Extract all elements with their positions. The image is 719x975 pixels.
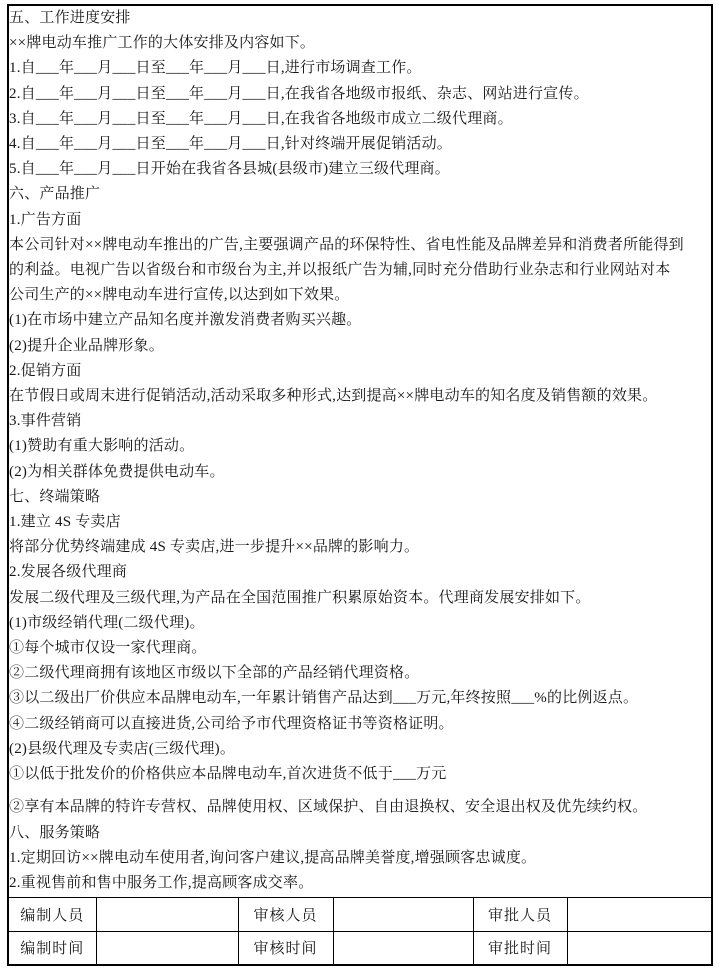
doc-line: ②二级代理商拥有该地区市级以下全部的产品经销代理资格。: [9, 665, 420, 682]
reviewer-name-label: 审核人员: [238, 897, 333, 931]
doc-line: 八、服务策略: [9, 824, 101, 841]
doc-line: 七、终端策略: [9, 488, 101, 505]
document-sheet: [7, 4, 713, 966]
doc-line: 公司生产的××牌电动车进行宣传,以达到如下效果。: [9, 287, 350, 304]
doc-line: (2)县级代理及专卖店(三级代理)。: [9, 740, 236, 757]
review-time-value: [333, 931, 473, 965]
compile-time-label: 编制时间: [8, 931, 96, 965]
doc-line: 4.自___年___月___日至___年___月___日,针对终端开展促销活动。: [9, 136, 453, 153]
doc-line: ④二级经销商可以直接进货,公司给予市代理资格证书等资格证明。: [9, 715, 454, 732]
doc-line: 3.自___年___月___日至___年___月___日,在我省各地级市成立二级代理商。: [9, 110, 513, 127]
doc-line: 1.建立 4S 专卖店: [9, 514, 121, 531]
doc-line: 2.重视售前和售中服务工作,提高顾客成交率。: [9, 874, 314, 891]
review-time-label: 审核时间: [238, 931, 333, 965]
doc-line: 1.广告方面: [9, 211, 82, 228]
compiler-name-value: [96, 897, 238, 931]
doc-line: (1)在市场中建立产品知名度并激发消费者购买兴趣。: [9, 312, 362, 329]
doc-line: 五、工作进度安排: [9, 10, 131, 26]
doc-line: 将部分优势终端建成 4S 专卖店,进一步提升××品牌的影响力。: [9, 539, 420, 556]
doc-line: ①每个城市仅设一家代理商。: [9, 640, 207, 657]
doc-line: 2.促销方面: [9, 362, 82, 379]
approval-time-label: 审批时间: [473, 931, 567, 965]
doc-line: (2)提升企业品牌形象。: [9, 337, 164, 354]
document-body: [8, 5, 712, 897]
compiler-name-label: 编制人员: [8, 897, 96, 931]
doc-line: 2.发展各级代理商: [9, 564, 128, 581]
doc-line: 1.定期回访××牌电动车使用者,询问客户建议,提高品牌美誉度,增强顾客忠诚度。: [9, 849, 537, 866]
compile-time-value: [96, 931, 238, 965]
approval-time-value: [567, 931, 712, 965]
doc-line: 1.自___年___月___日至___年___月___日,进行市场调查工作。: [9, 60, 422, 77]
doc-line: ××牌电动车推广工作的大体安排及内容如下。: [9, 35, 316, 52]
doc-line: 本公司针对××牌电动车推出的广告,主要强调产品的环保特性、省电性能及品牌差异和消费者所能得到: [9, 236, 684, 253]
doc-line: 的利益。电视广告以省级台和市级台为主,并以报纸广告为辅,同时充分借助行业杂志和行业网站对本: [9, 262, 671, 279]
doc-line: 在节假日或周末进行促销活动,活动采取多种形式,达到提高××牌电动车的知名度及销售额的效果。: [9, 388, 658, 405]
reviewer-name-value: [333, 897, 473, 931]
doc-line: ③以二级出厂价供应本品牌电动车,一年累计销售产品达到___万元,年终按照___%的比例返点。: [9, 690, 639, 707]
approver-name-label: 审批人员: [473, 897, 567, 931]
doc-line: (1)赞助有重大影响的活动。: [9, 438, 195, 455]
signature-row-names: [8, 897, 712, 931]
doc-line: 5.自___年___月___日开始在我省各县城(县级市)建立三级代理商。: [9, 161, 450, 178]
doc-line: 3.事件营销: [9, 413, 82, 430]
doc-line: (2)为相关群体免费提供电动车。: [9, 463, 225, 480]
doc-line: ②享有本品牌的特许专营权、品牌使用权、区域保护、自由退换权、安全退出权及优先续约权。: [9, 799, 648, 816]
doc-line: 2.自___年___月___日至___年___月___日,在我省各地级市报纸、杂志、网站进行宣传。: [9, 85, 589, 102]
signature-row-dates: [8, 931, 712, 965]
doc-line: (1)市级经销代理(二级代理)。: [9, 614, 205, 631]
doc-line: ①以低于批发价的价格供应本品牌电动车,首次进货不低于___万元: [9, 766, 447, 783]
approver-name-value: [567, 897, 712, 931]
doc-line: 发展二级代理及三级代理,为产品在全国范围推广积累原始资本。代理商发展安排如下。: [9, 589, 591, 606]
doc-line: 六、产品推广: [9, 186, 101, 203]
